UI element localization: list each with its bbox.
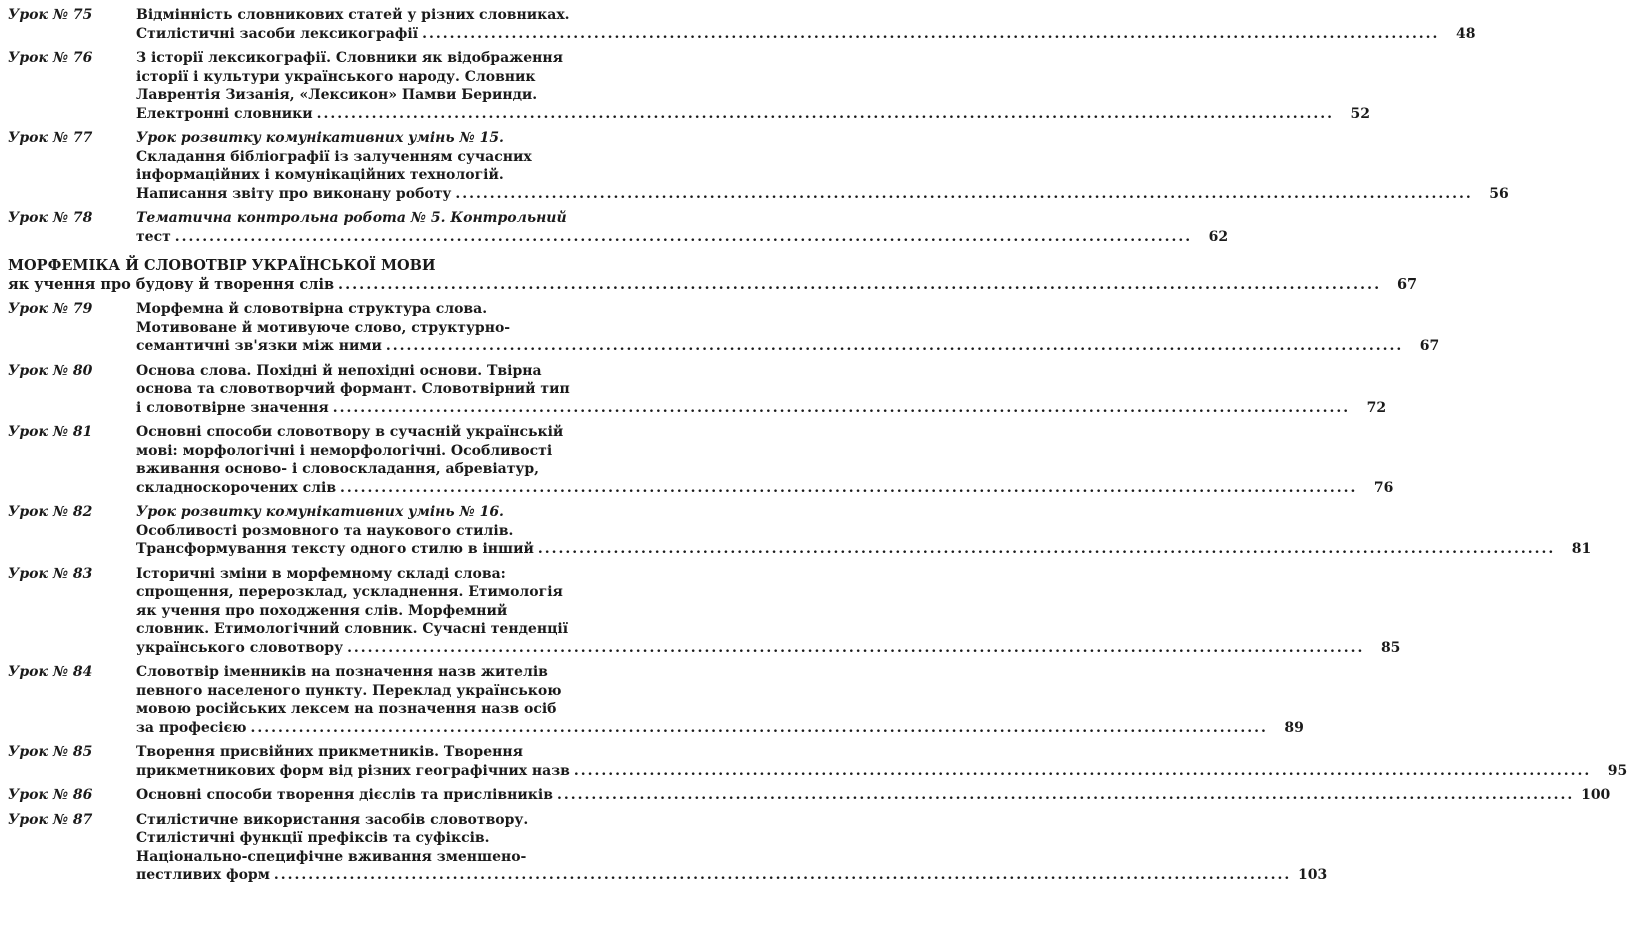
lesson-title-last-line (136, 786, 1610, 805)
lesson-title-line: тест (136, 228, 171, 245)
lesson-title-line: Електронні словники (136, 105, 313, 122)
lesson-title-line: Урок розвитку комунікативних умінь № 15. (136, 130, 504, 146)
lesson-title-line: прикметникових форм від різних географічних назв (136, 762, 570, 779)
leader-dots (333, 399, 1350, 418)
lesson-title-line: Написання звіту про виконану роботу (136, 185, 452, 202)
toc-entry (8, 129, 1509, 203)
lesson-title-last-line (136, 479, 1393, 498)
lesson-title-line: Мотивоване й мотивуюче слово, структурно- (136, 319, 511, 336)
lesson-title-line: основа та словотворчий формант. Словотвірний тип (136, 381, 570, 397)
page-number: 89 (1284, 719, 1304, 736)
lesson-title-line: спрощення, перерозклад, ускладнення. Етимологія (136, 584, 563, 600)
lesson-title-line: інформаційних і комунікаційних технологій. (136, 167, 504, 183)
lesson-title-last-line (136, 185, 1509, 204)
section-heading (8, 256, 1418, 294)
lesson-number: Урок № 78 (8, 210, 93, 226)
page-number: 48 (1455, 25, 1476, 42)
lesson-title (136, 503, 1591, 559)
leader-dots (340, 479, 1357, 498)
leader-dots (251, 719, 1268, 738)
toc-list-bottom (8, 300, 1627, 885)
toc-entry (8, 49, 1370, 123)
lesson-title-line: Морфемна й словотвірна структура слова. (136, 301, 488, 317)
lesson-title-line: історії і культури українського народу. Словник (136, 68, 536, 85)
lesson-title-line: як учення про походження слів. Морфемний (136, 602, 508, 619)
page-number: 67 (1419, 338, 1440, 354)
lesson-title-line: Трансформування тексту одного стилю в інший (136, 541, 534, 557)
toc-entry (8, 300, 1440, 356)
section-heading-last-line (8, 275, 1418, 294)
lesson-title (136, 811, 1327, 885)
lesson-title (136, 6, 1475, 43)
lesson-title-line: пестливих форм (136, 867, 270, 883)
toc-entry (8, 811, 1328, 885)
lesson-title-line: З історії лексикографії. Словники як відображення (136, 50, 564, 66)
lesson-title-line: Лаврентія Зизанія, «Лексикон» Памви Беринди. (136, 87, 538, 103)
lesson-number: Урок № 82 (8, 504, 93, 520)
leader-dots (175, 228, 1192, 247)
lesson-title-last-line (136, 337, 1439, 356)
lesson-title (136, 362, 1386, 418)
lesson-title-line: семантичні зв'язки між ними (136, 338, 382, 354)
lesson-number: Урок № 84 (8, 664, 93, 680)
lesson-title (136, 209, 1228, 246)
toc-list-top (8, 6, 1509, 246)
lesson-title-last-line (136, 399, 1386, 418)
lesson-title-line: Складання бібліографії із залученням сучасних (136, 148, 532, 165)
toc-entry (8, 362, 1387, 418)
lesson-number: Урок № 86 (8, 787, 93, 803)
lesson-title-line: вживання осново- і словоскладання, абревіатур, (136, 461, 540, 477)
lesson-title-line: і словотвірне значення (136, 399, 329, 416)
lesson-title (136, 663, 1304, 737)
page-number: 76 (1373, 479, 1394, 496)
lesson-title-last-line (136, 25, 1475, 44)
leader-dots (455, 185, 1472, 204)
lesson-title-line: Історичні зміни в морфемному складі слова: (136, 565, 506, 582)
lesson-number: Урок № 87 (8, 811, 93, 828)
lesson-title-line: українського словотвору (136, 639, 344, 656)
toc-entry (8, 209, 1229, 246)
lesson-title-line: словник. Етимологічний словник. Сучасні тенденції (136, 621, 569, 637)
lesson-title-line: Основа слова. Похідні й непохідні основи. Твірна (136, 362, 542, 379)
lesson-title-line: Особливості розмовного та наукового стилів. (136, 522, 514, 539)
lesson-title-line: Словотвір іменників на позначення назв жителів (136, 664, 548, 680)
toc-entry (8, 786, 1611, 805)
page-number: 81 (1571, 541, 1592, 557)
section-heading-line-1: МОРФЕМІКА Й СЛОВОТВІР УКРАЇНСЬКОЇ МОВИ (8, 257, 436, 274)
page-number: 72 (1366, 399, 1387, 416)
lesson-title-last-line (136, 639, 1400, 658)
lesson-title (136, 423, 1393, 497)
lesson-title-line: Творення присвійних прикметників. Творення (136, 744, 523, 760)
toc-entry (8, 423, 1394, 497)
lesson-title-last-line (136, 540, 1591, 559)
lesson-title-line: Відмінність словникових статей у різних словниках. (136, 7, 570, 23)
lesson-title (136, 129, 1509, 203)
page-number: 62 (1208, 228, 1229, 245)
lesson-number: Урок № 76 (8, 50, 93, 66)
lesson-title (136, 49, 1370, 123)
lesson-number: Урок № 79 (8, 301, 93, 317)
page-number: 103 (1297, 867, 1328, 883)
toc-entry (8, 565, 1401, 658)
page-number: 95 (1607, 762, 1627, 779)
lesson-number: Урок № 77 (8, 130, 93, 146)
lesson-title-line: Основні способи творення дієслів та прислівників (136, 787, 553, 803)
lesson-title (136, 786, 1610, 805)
lesson-title-last-line (136, 228, 1228, 247)
page-number: 100 (1581, 787, 1611, 803)
lesson-number: Урок № 83 (8, 565, 93, 582)
leader-dots (574, 762, 1591, 781)
section-heading-line-2: як учення про будову й творення слів (8, 276, 335, 293)
leader-dots (386, 337, 1403, 356)
lesson-title-line: Стилістичне використання засобів словотвору. (136, 811, 529, 828)
lesson-title (136, 743, 1627, 780)
leader-dots (557, 786, 1574, 805)
lesson-title-line: Національно-специфічне вживання зменшено- (136, 848, 527, 865)
lesson-title (136, 300, 1439, 356)
lesson-title-last-line (136, 762, 1627, 781)
lesson-title-line: Стилістичні засоби лексикографії (136, 25, 419, 42)
lesson-title-line: за професією (136, 719, 247, 736)
leader-dots (347, 639, 1364, 658)
lesson-title-line: складноскорочених слів (136, 479, 337, 496)
lesson-title-line: мові: морфологічні і неморфологічні. Особливості (136, 442, 553, 459)
lesson-title (136, 565, 1400, 658)
lesson-title-line: Основні способи словотвору в сучасній українській (136, 424, 564, 440)
lesson-number: Урок № 81 (8, 424, 93, 440)
leader-dots (538, 540, 1555, 559)
toc-entry (8, 503, 1592, 559)
toc-entry (8, 6, 1476, 43)
lesson-number: Урок № 80 (8, 362, 93, 379)
page-number: 85 (1380, 639, 1401, 656)
lesson-title-last-line (136, 719, 1304, 738)
lesson-title-line: Стилістичні функції префіксів та суфіксів. (136, 830, 490, 846)
leader-dots (338, 275, 1381, 294)
lesson-title-line: мовою російських лексем на позначення назв осіб (136, 701, 557, 717)
lesson-title-line: Тематична контрольна робота № 5. Контрольний (136, 210, 567, 226)
lesson-number: Урок № 75 (8, 7, 93, 23)
lesson-number: Урок № 85 (8, 744, 93, 760)
section-page-number: 67 (1396, 276, 1418, 293)
leader-dots (317, 105, 1334, 124)
lesson-title-last-line (136, 866, 1327, 885)
page-number: 56 (1489, 185, 1509, 202)
leader-dots (274, 866, 1291, 885)
page-number: 52 (1350, 105, 1370, 122)
lesson-title-line: певного населеного пункту. Переклад українською (136, 682, 562, 699)
toc-entry (8, 743, 1627, 780)
toc-entry (8, 663, 1304, 737)
lesson-title-last-line (136, 105, 1370, 124)
leader-dots (422, 25, 1439, 44)
lesson-title-line: Урок розвитку комунікативних умінь № 16. (136, 504, 504, 520)
